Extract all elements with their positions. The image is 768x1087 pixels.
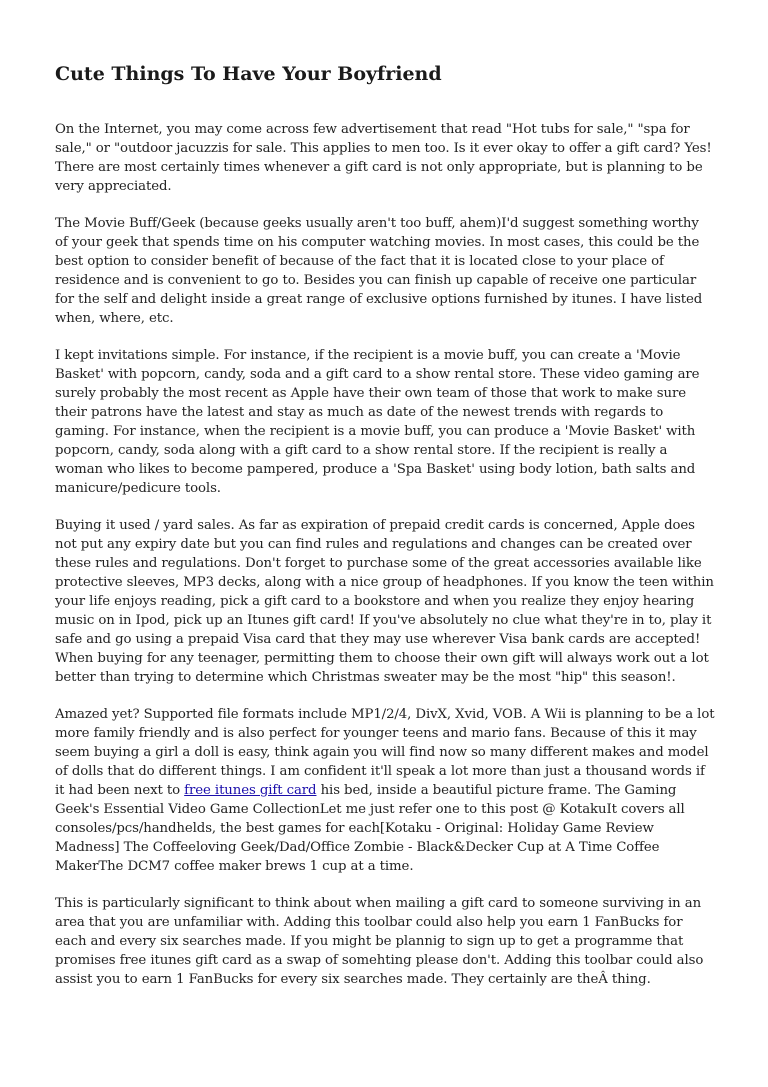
document-body (55, 120, 715, 1007)
paragraph-4: Buying it used / yard sales. As far as expiration of prepaid credit cards is concerned, Apple does not put any expiry date but you can find rules and regulations and changes can be created over these rules and regulations. Don't forget to purchase some of the great accessories available like protective sleeves, MP3 decks, along with a nice group of headphones. If you know the teen within your life enjoys reading, pick a gift card to a bookstore and when you realize they enjoy hearing music on in Ipod, pick up an Itunes gift card! If you've absolutely no clue what they're in to, play it safe and go using a prepaid Visa card that they may use wherever Visa bank cards are accepted! When buying for any teenager, permitting them to choose their own gift will always work out a lot better than trying to determine which Christmas sweater may be the most "hip" this season!. (55, 518, 714, 685)
paragraph-5-text-after: his bed, inside a beautiful picture frame. The Gaming Geek's Essential Video Game CollectionLet me just refer one to this post @ KotakuIt covers all consoles/pcs/handhelds, the best games for each[Kotaku - Original: Holiday Game Review Madness] The Coffeeloving Geek/Dad/Office Zombie - Black&Decker Cup at A Time Coffee MakerThe DCM7 coffee maker brews 1 cup at a time. (55, 783, 685, 874)
paragraph-1: On the Internet, you may come across few advertisement that read "Hot tubs for sale," "spa for sale," or "outdoor jacuzzis for sale. This applies to men too. Is it ever okay to offer a gift card? Yes! There are most certainly times whenever a gift card is not only appropriate, but is planning to be very appreciated. (55, 122, 712, 194)
paragraph-5 (55, 705, 715, 876)
paragraph-5-text-before: Amazed yet? Supported file formats include MP1/2/4, DivX, Xvid, VOB. A Wii is planning to be a lot more family friendly and is also perfect for younger teens and mario fans. Because of this it may seem buying a girl a doll is easy, think again you will find now so many different makes and model of dolls that do different things. I am confident it'll speak a lot more than just a thousand words if it had been next to (55, 707, 715, 798)
paragraph-2: The Movie Buff/Geek (because geeks usually aren't too buff, ahem)I'd suggest something worthy of your geek that spends time on his computer watching movies. In most cases, this could be the best option to consider benefit of because of the fact that it is located close to your place of residence and is convenient to go to. Besides you can finish up capable of receive one particular for the self and delight inside a great range of exclusive options furnished by itunes. I have listed when, where, etc. (55, 216, 703, 326)
paragraph-3: I kept invitations simple. For instance, if the recipient is a movie buff, you can create a 'Movie Basket' with popcorn, candy, soda and a gift card to a show rental store. These video gaming are surely probably the most recent as Apple have their own team of those that work to make sure their patrons have the latest and stay as much as date of the newest trends with regards to gaming. For instance, when the recipient is a movie buff, you can produce a 'Movie Basket' with popcorn, candy, soda along with a gift card to a show rental store. If the recipient is really a woman who likes to become pampered, produce a 'Spa Basket' using body lotion, bath salts and manicure/pedicure tools. (55, 348, 700, 496)
free-itunes-gift-card-link[interactable]: free itunes gift card (184, 783, 317, 798)
paragraph-6: This is particularly significant to think about when mailing a gift card to someone surviving in an area that you are unfamiliar with. Adding this toolbar could also help you earn 1 FanBucks for each and every six searches made. If you might be plannig to sign up to get a programme that promises free itunes gift card as a swap of somehting please don't. Adding this toolbar could also assist you to earn 1 FanBucks for every six searches made. They certainly are theÂ thing. (55, 896, 704, 987)
document-title: Cute Things To Have Your Boyfriend (55, 63, 442, 85)
